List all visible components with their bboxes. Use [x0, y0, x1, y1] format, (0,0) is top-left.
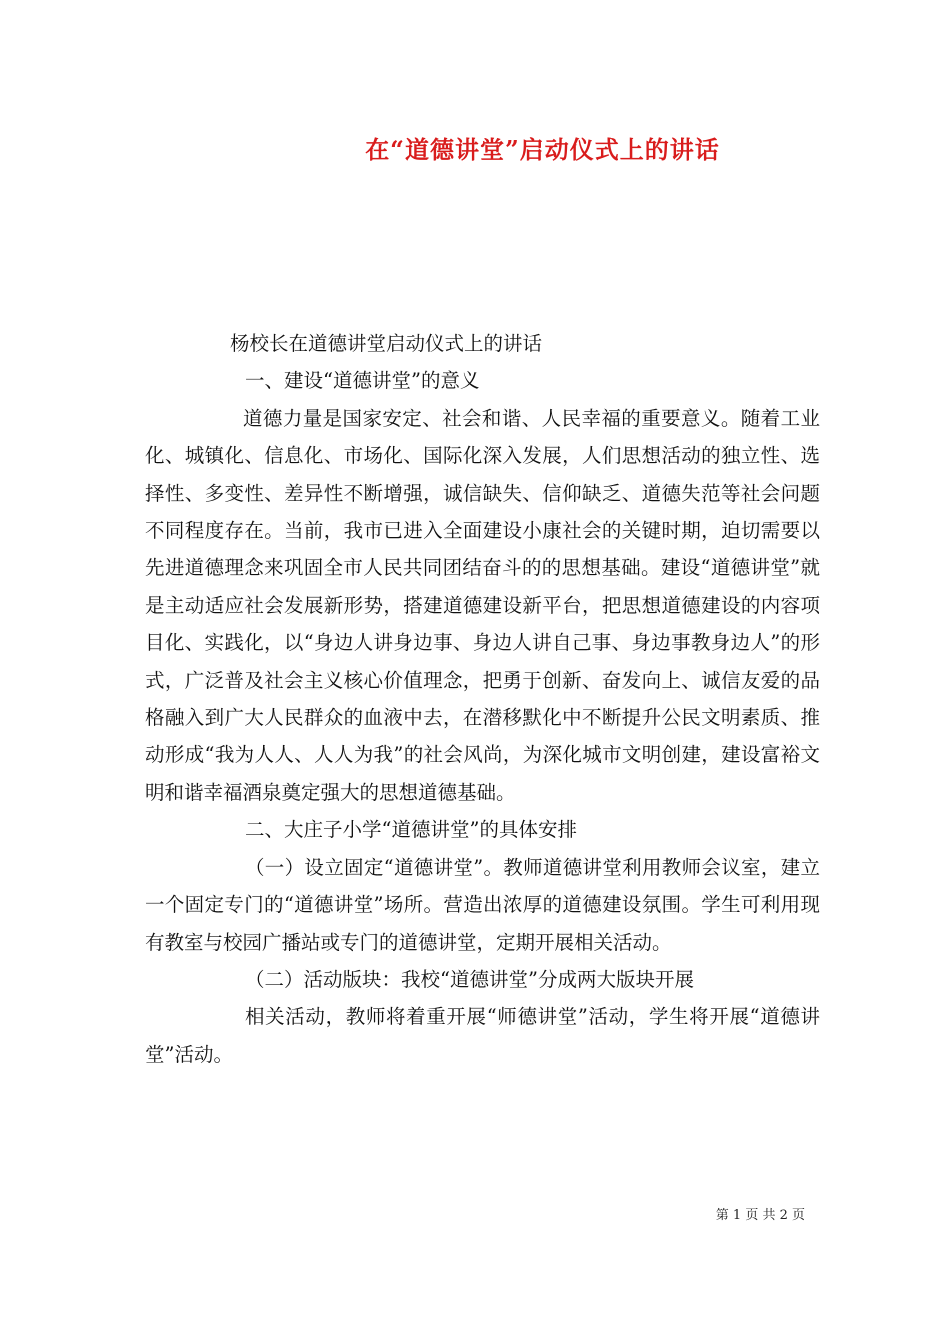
section-heading-2: 二、大庄子小学“道德讲堂”的具体安排: [245, 818, 577, 842]
speech-subtitle: 杨校长在道德讲堂启动仪式上的讲话: [230, 332, 543, 355]
arrangement-item-2-continued: 相关活动，教师将着重开展“师德讲堂”活动，学生将开展“道德讲堂”活动。: [145, 1005, 820, 1066]
document-body: [145, 325, 820, 1073]
arrangement-item-1: （一）设立固定“道德讲堂”。教师道德讲堂利用教师会议室，建立一个固定专门的“道德讲堂”场所。营造出浓厚的道德建设氛围。学生可利用现有教室与校园广播站或专门的道德讲堂，定期开展相关活动。: [145, 855, 820, 954]
section-heading-1: 一、建设“道德讲堂”的意义: [245, 369, 480, 393]
section-paragraph-1: 道德力量是国家安定、社会和谐、人民幸福的重要意义。随着工业化、城镇化、信息化、市场化、国际化深入发展，人们思想活动的独立性、选择性、多变性、差异性不断增强，诚信缺失、信仰缺乏、道德失范等社会问题不同程度存在。当前，我市已进入全面建设小康社会的关键时期，迫切需要以先进道德理念来巩固全市人民共同团结奋斗的的思想基础。建设“道德讲堂”就是主动适应社会发展新形势，搭建道德建设新平台，把思想道德建设的内容项目化、实践化，以“身边人讲身边事、身边人讲自己事、身边事教身边人”的形式，广泛普及社会主义核心价值理念，把勇于创新、奋发向上、诚信友爱的品格融入到广大人民群众的血液中去，在潜移默化中不断提升公民文明素质、推动形成“我为人人、人人为我”的社会风尚，为深化城市文明创建，建设富裕文明和谐幸福酒泉奠定强大的思想道德基础。: [145, 406, 820, 804]
page-number-footer: 第 1 页 共 2 页: [715, 1208, 805, 1223]
arrangement-item-2: （二）活动版块：我校“道德讲堂”分成两大版块开展: [245, 967, 694, 991]
document-title: 在“道德讲堂”启动仪式上的讲话: [365, 135, 720, 164]
